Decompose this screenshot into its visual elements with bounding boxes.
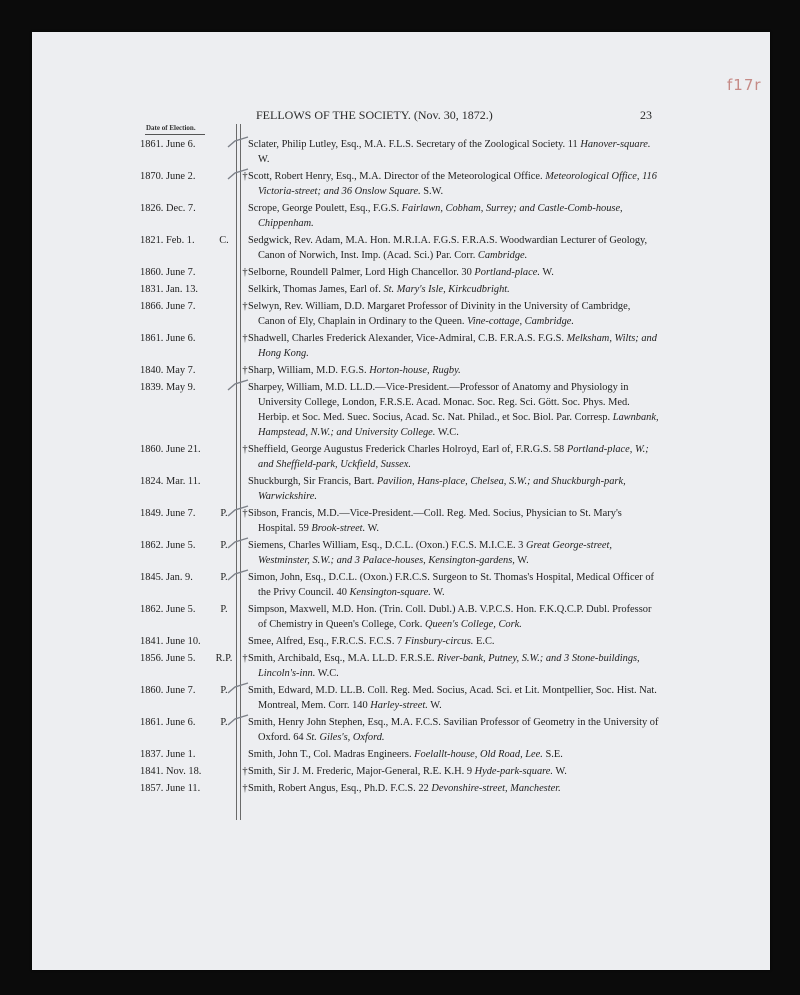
election-date: 1860. June 7. [140,267,196,278]
fellow-entry [248,715,660,745]
election-date: 1862. June 5. [140,540,196,551]
list-item [140,602,660,632]
fellow-entry [248,781,660,796]
dagger-mark: † [242,333,248,344]
fellow-address: Harley-street. [370,700,428,711]
postal-district: W. [514,555,529,566]
list-item [140,265,660,280]
fellow-address: Portland-place. [474,267,540,278]
fellow-address: Vine-cottage, Cambridge. [467,316,574,327]
election-date: 1840. May 7. [140,365,196,376]
fellow-entry [248,282,660,297]
fellows-list [140,137,660,798]
postal-district: W. [553,766,567,777]
fellow-text: Sclater, Philip Lutley, Esq., M.A. F.L.S. Secretary of the Zoological Society. 11 [248,139,581,150]
fellow-entry [248,137,660,167]
list-item [140,331,660,361]
election-date: 1861. June 6. [140,333,196,344]
fellow-mark: P. [220,508,228,519]
list-item [140,764,660,779]
fellow-address: Foelallt-house, Old Road, Lee. [414,749,543,760]
fellow-entry [248,363,660,378]
fellow-address: Great George-street, Westminster, S.W.; and 3 Palace-houses, Kensington-gardens, [258,540,612,566]
fellow-text: Smith, Edward, M.D. LL.B. Coll. Reg. Med. Socius, Acad. Sci. et Lit. Montpellier, Soc. Hist. Nat. Montreal, Mem. Corr. 140 [248,685,657,711]
fellow-entry [248,331,660,361]
fellow-address: Queen's College, Cork. [424,619,522,630]
election-date: 1856. June 5. [140,653,196,664]
dagger-mark: † [242,653,248,664]
dagger-mark: † [242,783,248,794]
fellow-address: Horton-house, Rugby. [369,365,461,376]
fellow-text: Shadwell, Charles Frederick Alexander, Vice-Admiral, C.B. F.R.A.S. F.G.S. [248,333,567,344]
list-item [140,137,660,167]
fellow-entry [248,265,660,280]
election-date: 1837. June 1. [140,749,196,760]
fellow-entry [248,570,660,600]
fellow-text: Smith, Henry John Stephen, Esq., M.A. F.C.S. Savilian Professor of Geometry in the University of Oxford. 64 [248,717,659,743]
fellow-address: Lawnbank, Hampstead, N.W.; and University College. [258,412,659,438]
fellow-entry [248,380,660,440]
fellow-text: Sharp, William, M.D. F.G.S. [248,365,370,376]
fellow-text: Smith, John T., Col. Madras Engineers. [248,749,415,760]
fellow-entry [248,442,660,472]
election-date: 1841. June 10. [140,636,201,647]
postal-district: W. [427,700,442,711]
list-item [140,233,660,263]
fellow-mark: P. [220,717,228,728]
running-header: FELLOWS OF THE SOCIETY. (Nov. 30, 1872.) [256,108,493,122]
fellow-text: Smith, Sir J. M. Frederic, Major-General, R.E. K.H. 9 [248,766,475,777]
fellow-entry [248,299,660,329]
fellow-text: Sharpey, William, M.D. LL.D.—Vice-President.—Professor of Anatomy and Physiology in University College, London, F.R.S.E. Acad. Monac. Soc. Reg. Sci. Gött. Soc. Phys. Med. Herbip. et Soc. Med. Suec. Socius, Acad. Sc. Nat. Philad., et Soc. Biol. Par. Corresp. [248,382,630,423]
fellow-entry [248,201,660,231]
postal-district: W.C. [315,668,339,679]
list-item [140,683,660,713]
fellow-text: Simon, John, Esq., D.C.L. (Oxon.) F.R.C.S. Surgeon to St. Thomas's Hospital, Medical Officer of the Privy Council. 40 [248,572,654,598]
fellow-text: Sheffield, George Augustus Frederick Charles Holroyd, Earl of, F.R.G.S. 58 [248,444,567,455]
election-date: 1861. June 6. [140,717,196,728]
election-date: 1831. Jan. 13. [140,284,199,295]
list-item [140,634,660,649]
fellow-address: Hyde-park-square. [474,766,554,777]
fellow-text: Simpson, Maxwell, M.D. Hon. (Trin. Coll. Dubl.) A.B. V.P.C.S. Hon. F.K.Q.C.P. Dubl. Professor of Chemistry in Queen's College, Cork. [248,604,652,630]
fellow-address: River-bank, Putney, S.W.; and 3 Stone-buildings, Lincoln's-inn. [258,653,640,679]
dagger-mark: † [242,365,248,376]
list-item [140,538,660,568]
list-item [140,781,660,796]
election-date: 1860. June 21. [140,444,201,455]
fellow-address: Pavilion, Hans-place, Chelsea, S.W.; and Shuckburgh-park, Warwickshire. [258,476,626,502]
election-date: 1826. Dec. 7. [140,203,196,214]
postal-district: W. [365,523,380,534]
fellow-address: Melksham, Wilts; and Hong Kong. [258,333,657,359]
fellow-address: Brook-street. [311,523,366,534]
list-item [140,201,660,231]
fellow-mark: R.P. [215,653,233,664]
column-label: Date of Election. [146,124,196,132]
dagger-mark: † [242,171,248,182]
election-date: 1821. Feb. 1. [140,235,195,246]
postal-district: W. [258,154,270,165]
fellow-text: Smee, Alfred, Esq., F.R.C.S. F.C.S. 7 [248,636,405,647]
page-number: 23 [640,108,652,122]
fellow-entry [248,233,660,263]
fellow-address: Finsbury-circus. [404,636,474,647]
election-date: 1849. June 7. [140,508,196,519]
list-item [140,506,660,536]
fellow-mark: C. [219,235,229,246]
dagger-mark: † [242,508,248,519]
postal-district: W.C. [435,427,459,438]
list-item [140,363,660,378]
fellow-text: Selkirk, Thomas James, Earl of. [248,284,384,295]
dagger-mark: † [242,766,248,777]
fellow-entry [248,474,660,504]
list-item [140,282,660,297]
fellow-text: Shuckburgh, Sir Francis, Bart. [248,476,377,487]
fellow-text: Sibson, Francis, M.D.—Vice-President.—Coll. Reg. Med. Socius, Physician to St. Mary's Hospital. 59 [248,508,622,534]
column-label-rule [145,134,205,135]
list-item [140,299,660,329]
fellow-address: Portland-place, W.; and Sheffield-park, Uckfield, Sussex. [258,444,649,470]
fellow-text: Selwyn, Rev. William, D.D. Margaret Professor of Divinity in the University of Cambridge, Canon of Ely, Chaplain in Ordinary to the Queen. [248,301,631,327]
election-date: 1839. May 9. [140,382,196,393]
election-date: 1870. June 2. [140,171,196,182]
fellow-entry [248,764,660,779]
election-date: 1861. June 6. [140,139,196,150]
election-date: 1866. June 7. [140,301,196,312]
list-item [140,169,660,199]
fellow-address: St. Giles's, Oxford. [306,732,385,743]
postal-district: E.C. [473,636,495,647]
fellow-entry [248,506,660,536]
fellow-text: Siemens, Charles William, Esq., D.C.L. (Oxon.) F.C.S. M.I.C.E. 3 [248,540,526,551]
pencil-tick-icon [226,378,250,394]
dagger-mark: † [242,267,248,278]
fellow-entry [248,747,660,762]
list-item [140,651,660,681]
fellow-text: Scott, Robert Henry, Esq., M.A. Director of the Meteorological Office. [248,171,546,182]
election-date: 1862. June 5. [140,604,196,615]
fellow-entry [248,634,660,649]
dagger-mark: † [242,444,248,455]
fellow-entry [248,538,660,568]
fellow-address: Meteorological Office, 116 Victoria-street; and 36 Onslow Square. [258,171,657,197]
fellow-address: St. Mary's Isle, Kirkcudbright. [383,284,510,295]
postal-district: S.E. [542,749,563,760]
postal-district: W. [430,587,445,598]
dagger-mark: † [242,301,248,312]
fellow-entry [248,683,660,713]
fellow-address: Kensington-square. [349,587,431,598]
fellow-text: Scrope, George Poulett, Esq., F.G.S. [248,203,402,214]
fellow-mark: P. [220,604,228,615]
list-item [140,747,660,762]
fellow-mark: P. [220,540,228,551]
fellow-entry [248,651,660,681]
fellow-text: Sedgwick, Rev. Adam, M.A. Hon. M.R.I.A. F.G.S. F.R.A.S. Woodwardian Lecturer of Geology, Canon of Norwich, Inst. Imp. (Acad. Sci.) Par. Corr. [248,235,648,261]
fellow-text: Selborne, Roundell Palmer, Lord High Chancellor. 30 [248,267,475,278]
fellow-address: Fairlawn, Cobham, Surrey; and Castle-Comb-house, Chippenham. [258,203,623,229]
fellow-address: Hanover-square. [580,139,651,150]
fellow-text: Smith, Robert Angus, Esq., Ph.D. F.C.S. 22 [248,783,432,794]
list-item [140,380,660,440]
fellow-mark: P. [220,572,228,583]
list-item [140,442,660,472]
election-date: 1860. June 7. [140,685,196,696]
list-item [140,715,660,745]
folio-mark: f17r [727,76,762,94]
fellow-text: Smith, Archibald, Esq., M.A. LL.D. F.R.S.E. [248,653,438,664]
election-date: 1824. Mar. 11. [140,476,201,487]
fellow-address: Cambridge. [477,250,528,261]
postal-district: S.W. [420,186,444,197]
election-date: 1841. Nov. 18. [140,766,202,777]
fellow-entry [248,169,660,199]
fellow-mark: P. [220,685,228,696]
fellow-entry [248,602,660,632]
list-item [140,570,660,600]
postal-district: W. [539,267,554,278]
list-item [140,474,660,504]
fellow-address: Devonshire-street, Manchester. [431,783,561,794]
pencil-tick-icon [226,135,250,151]
election-date: 1845. Jan. 9. [140,572,193,583]
election-date: 1857. June 11. [140,783,201,794]
